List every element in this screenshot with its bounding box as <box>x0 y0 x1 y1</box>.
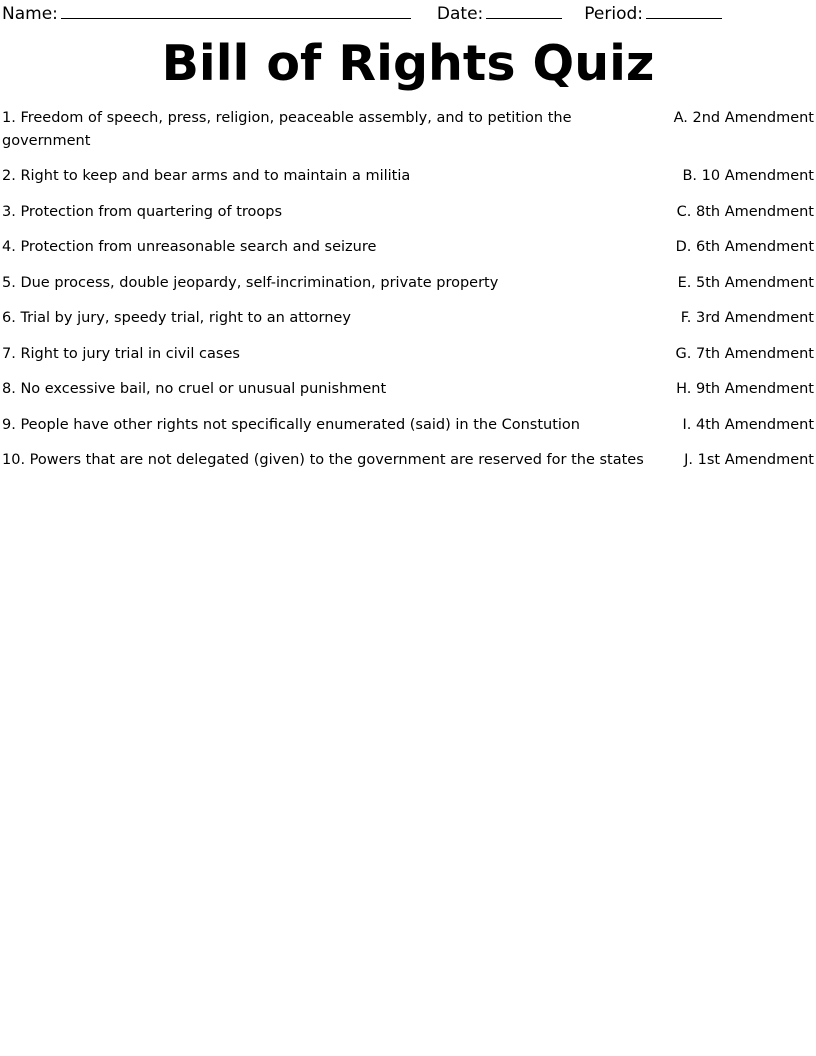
period-blank-line[interactable] <box>646 4 722 19</box>
question-item: 1. Freedom of speech, press, religion, peaceable assembly, and to petition the government <box>2 110 572 149</box>
answer-choice: B. 10 Amendment <box>682 168 814 185</box>
quiz-row <box>2 272 814 294</box>
date-field-group <box>437 4 562 24</box>
question-item: 7. Right to jury trial in civil cases <box>2 345 240 362</box>
name-label: Name: <box>2 4 58 24</box>
page-title: Bill of Rights Quiz <box>161 35 655 92</box>
quiz-row <box>2 201 814 223</box>
quiz-matching-list <box>0 107 816 471</box>
question-item: 2. Right to keep and bear arms and to maintain a militia <box>2 168 411 185</box>
quiz-row <box>2 236 814 258</box>
answer-choice: J. 1st Amendment <box>684 452 814 469</box>
name-field-group <box>2 4 411 24</box>
question-item: 9. People have other rights not specifically enumerated (said) in the Constution <box>2 416 580 433</box>
answer-choice: I. 4th Amendment <box>682 416 814 433</box>
answer-choice: G. 7th Amendment <box>675 345 814 362</box>
name-blank-line[interactable] <box>61 4 411 19</box>
quiz-row <box>2 307 814 329</box>
question-item: 3. Protection from quartering of troops <box>2 203 283 220</box>
quiz-row <box>2 378 814 400</box>
student-info-header <box>0 4 816 24</box>
quiz-row <box>2 165 814 187</box>
answer-choice: E. 5th Amendment <box>677 274 814 291</box>
question-item: 8. No excessive bail, no cruel or unusual punishment <box>2 381 387 398</box>
question-item: 5. Due process, double jeopardy, self-incrimination, private property <box>2 274 499 291</box>
quiz-row <box>2 449 814 471</box>
answer-choice: C. 8th Amendment <box>676 203 814 220</box>
quiz-row <box>2 107 814 152</box>
quiz-row <box>2 343 814 365</box>
answer-choice: H. 9th Amendment <box>676 381 814 398</box>
period-field-group <box>584 4 722 24</box>
question-item: 6. Trial by jury, speedy trial, right to an attorney <box>2 310 351 327</box>
period-label: Period: <box>584 4 644 24</box>
question-item: 4. Protection from unreasonable search and seizure <box>2 239 377 256</box>
date-label: Date: <box>436 4 484 24</box>
quiz-row <box>2 414 814 436</box>
question-item: 10. Powers that are not delegated (given) to the government are reserved for the states <box>2 452 644 469</box>
answer-choice: F. 3rd Amendment <box>680 310 814 327</box>
answer-choice: A. 2nd Amendment <box>673 110 814 127</box>
date-blank-line[interactable] <box>486 4 562 19</box>
answer-choice: D. 6th Amendment <box>675 239 814 256</box>
